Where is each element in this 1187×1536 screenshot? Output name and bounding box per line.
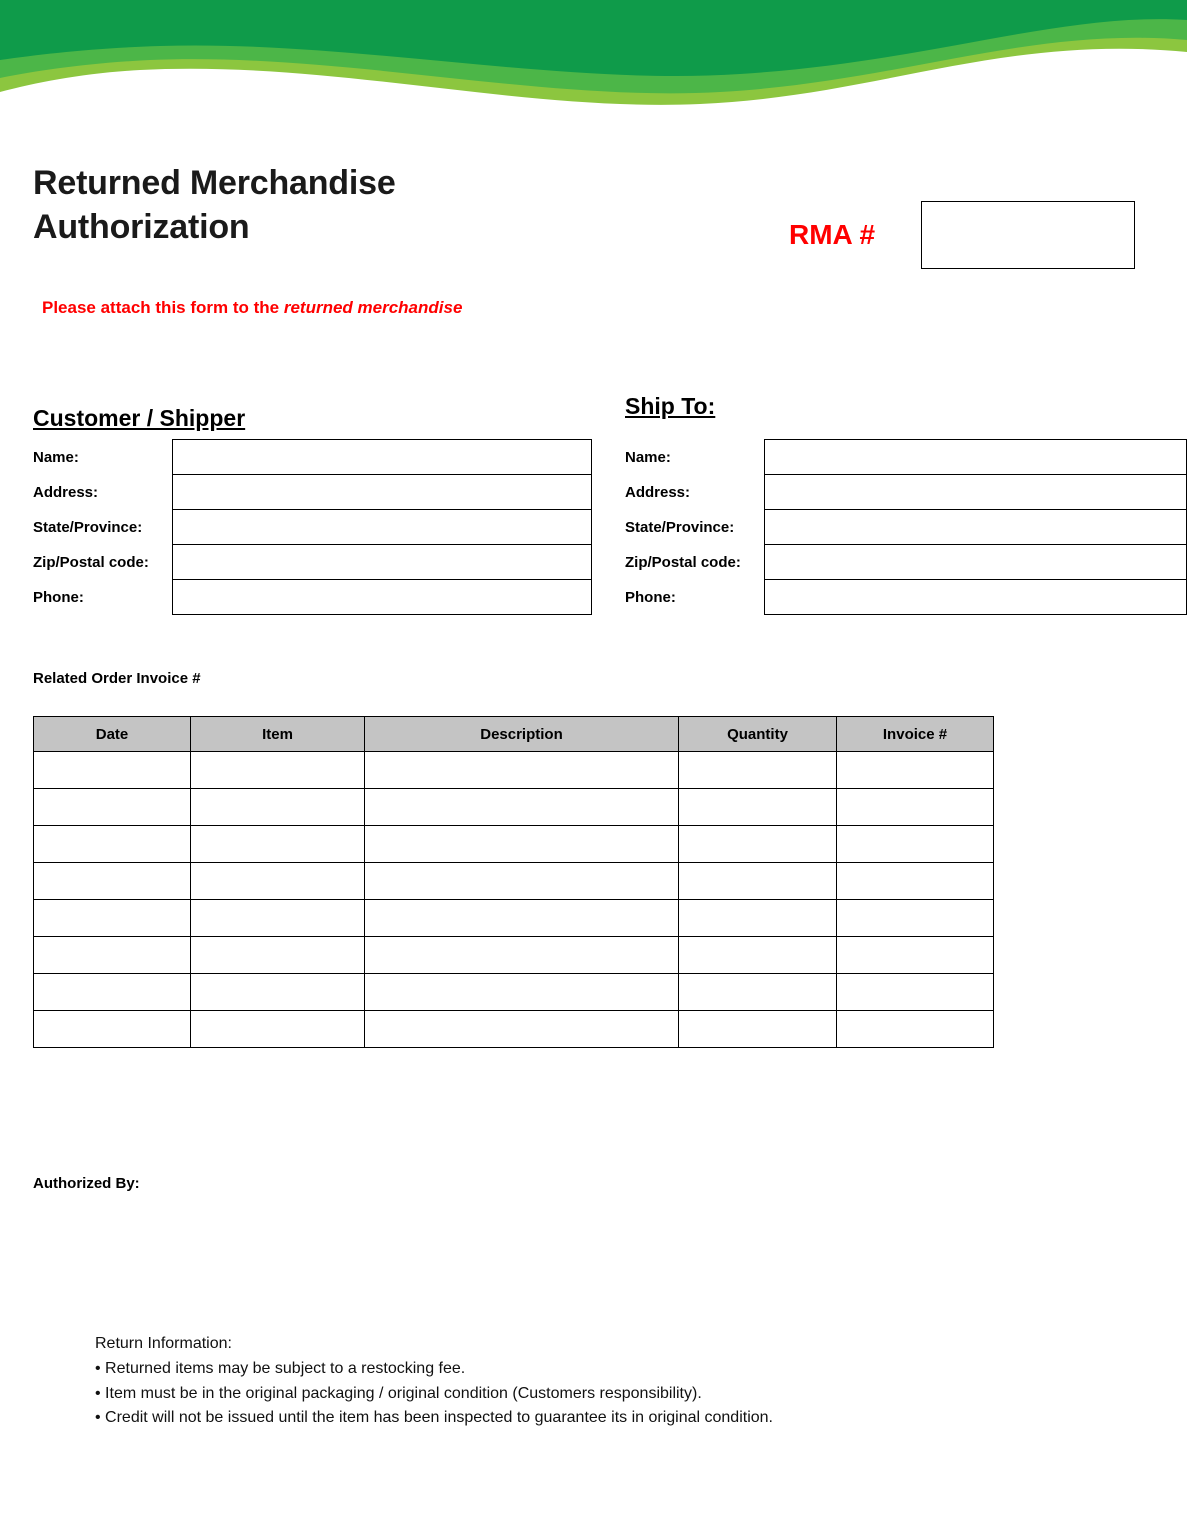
return-information-line-3: • Credit will not be issued until the item has been inspected to guarantee its in original condition. <box>95 1409 773 1427</box>
ship-to-phone-input[interactable] <box>764 579 1187 615</box>
ship-to-zip-label: Zip/Postal code: <box>625 554 741 571</box>
cell-quantity[interactable] <box>679 900 837 937</box>
table-row[interactable] <box>34 752 994 789</box>
customer-name-input[interactable] <box>172 439 592 475</box>
ship-to-field-phone <box>625 580 1187 615</box>
customer-phone-input[interactable] <box>172 579 592 615</box>
items-table-body <box>34 752 994 1048</box>
customer-address-input[interactable] <box>172 474 592 510</box>
ship-to-name-label: Name: <box>625 449 671 466</box>
ship-to-section-heading: Ship To: <box>625 393 716 419</box>
table-row[interactable] <box>34 937 994 974</box>
cell-date[interactable] <box>34 900 191 937</box>
customer-phone-label: Phone: <box>33 589 84 606</box>
return-information <box>95 1332 995 1431</box>
cell-invoice[interactable] <box>837 937 994 974</box>
cell-quantity[interactable] <box>679 789 837 826</box>
customer-state-label: State/Province: <box>33 519 143 536</box>
table-row[interactable] <box>34 974 994 1011</box>
cell-date[interactable] <box>34 937 191 974</box>
cell-item[interactable] <box>191 752 365 789</box>
cell-invoice[interactable] <box>837 900 994 937</box>
ship-to-name-input[interactable] <box>764 439 1187 475</box>
cell-item[interactable] <box>191 826 365 863</box>
customer-field-zip <box>33 545 592 580</box>
table-row[interactable] <box>34 900 994 937</box>
cell-quantity[interactable] <box>679 752 837 789</box>
customer-section-heading: Customer / Shipper <box>33 405 246 431</box>
customer-field-state <box>33 510 592 545</box>
items-table <box>33 716 994 1048</box>
ship-to-fields <box>625 440 1187 615</box>
ship-to-address-input[interactable] <box>764 474 1187 510</box>
cell-invoice[interactable] <box>837 789 994 826</box>
cell-invoice[interactable] <box>837 826 994 863</box>
return-information-line-2: • Item must be in the original packaging / original condition (Customers responsibility). <box>95 1384 702 1402</box>
attach-form-note <box>42 298 462 318</box>
page-title <box>33 162 633 249</box>
customer-field-address <box>33 475 592 510</box>
cell-item[interactable] <box>191 1011 365 1048</box>
rma-number-input[interactable] <box>921 201 1135 269</box>
cell-description[interactable] <box>365 863 679 900</box>
cell-item[interactable] <box>191 789 365 826</box>
cell-invoice[interactable] <box>837 974 994 1011</box>
customer-state-input[interactable] <box>172 509 592 545</box>
cell-quantity[interactable] <box>679 974 837 1011</box>
cell-date[interactable] <box>34 863 191 900</box>
cell-invoice[interactable] <box>837 863 994 900</box>
cell-description[interactable] <box>365 1011 679 1048</box>
cell-description[interactable] <box>365 937 679 974</box>
cell-invoice[interactable] <box>837 752 994 789</box>
cell-item[interactable] <box>191 974 365 1011</box>
cell-date[interactable] <box>34 826 191 863</box>
customer-name-label: Name: <box>33 449 79 466</box>
cell-quantity[interactable] <box>679 1011 837 1048</box>
return-information-heading: Return Information: <box>95 1335 232 1352</box>
return-information-line-1: • Returned items may be subject to a restocking fee. <box>95 1359 466 1377</box>
cell-item[interactable] <box>191 863 365 900</box>
ship-to-state-input[interactable] <box>764 509 1187 545</box>
column-header-date: Date <box>34 717 191 752</box>
ship-to-field-address <box>625 475 1187 510</box>
table-row[interactable] <box>34 863 994 900</box>
cell-date[interactable] <box>34 974 191 1011</box>
rma-number-label: RMA # <box>789 219 876 250</box>
cell-quantity[interactable] <box>679 863 837 900</box>
cell-date[interactable] <box>34 789 191 826</box>
table-row[interactable] <box>34 1011 994 1048</box>
cell-description[interactable] <box>365 974 679 1011</box>
cell-date[interactable] <box>34 1011 191 1048</box>
cell-description[interactable] <box>365 752 679 789</box>
ship-to-field-state <box>625 510 1187 545</box>
cell-quantity[interactable] <box>679 937 837 974</box>
customer-field-phone <box>33 580 592 615</box>
attach-note-emphasis: returned merchandise <box>283 298 463 317</box>
column-header-quantity: Quantity <box>679 717 837 752</box>
title-line-1: Returned Merchandise <box>33 164 396 202</box>
customer-field-name <box>33 440 592 475</box>
cell-quantity[interactable] <box>679 826 837 863</box>
table-row[interactable] <box>34 826 994 863</box>
cell-description[interactable] <box>365 789 679 826</box>
related-order-invoice-label: Related Order Invoice # <box>33 670 201 687</box>
ship-to-address-label: Address: <box>625 484 691 501</box>
customer-zip-label: Zip/Postal code: <box>33 554 149 571</box>
ship-to-zip-input[interactable] <box>764 544 1187 580</box>
column-header-description: Description <box>365 717 679 752</box>
cell-description[interactable] <box>365 900 679 937</box>
table-row[interactable] <box>34 789 994 826</box>
ship-to-phone-label: Phone: <box>625 589 676 606</box>
column-header-item: Item <box>191 717 365 752</box>
cell-item[interactable] <box>191 937 365 974</box>
customer-zip-input[interactable] <box>172 544 592 580</box>
ship-to-state-label: State/Province: <box>625 519 735 536</box>
cell-date[interactable] <box>34 752 191 789</box>
cell-item[interactable] <box>191 900 365 937</box>
cell-invoice[interactable] <box>837 1011 994 1048</box>
ship-to-field-zip <box>625 545 1187 580</box>
authorized-by-label: Authorized By: <box>33 1175 140 1192</box>
column-header-invoice: Invoice # <box>837 717 994 752</box>
attach-note-plain: Please attach this form to the <box>42 298 284 317</box>
items-table-header-row <box>34 717 994 752</box>
title-line-2: Authorization <box>33 207 250 246</box>
customer-address-label: Address: <box>33 484 99 501</box>
header-wave-graphic <box>0 0 1187 150</box>
cell-description[interactable] <box>365 826 679 863</box>
ship-to-field-name <box>625 440 1187 475</box>
customer-fields <box>33 440 592 615</box>
